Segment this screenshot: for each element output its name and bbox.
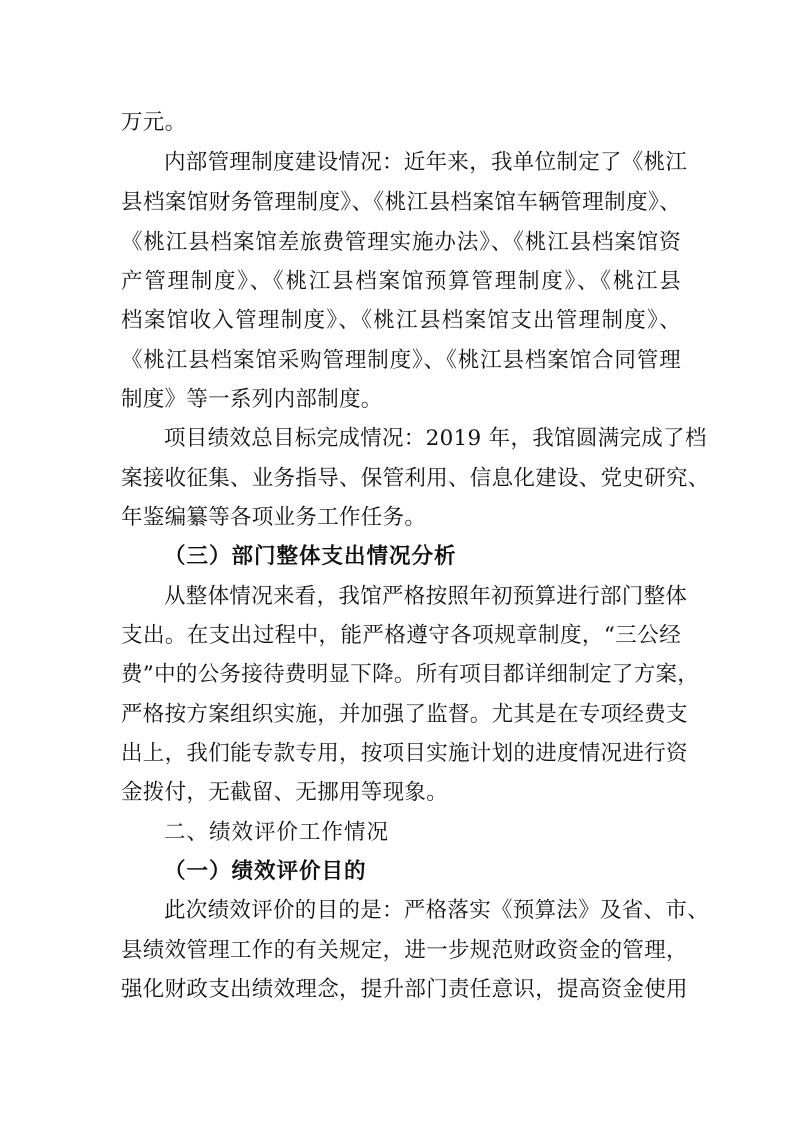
paragraph-line: 案接收征集、业务指导、保管利用、信息化建设、党史研究、 [121, 466, 710, 491]
paragraph-line: 万元。 [121, 110, 187, 135]
chapter-heading: 二、绩效评价工作情况 [164, 820, 390, 845]
paragraph-line: 制度》等一系列内部制度。 [121, 387, 383, 412]
paragraph-line: 强化财政支出绩效理念，提升部门责任意识，提高资金使用 [121, 977, 688, 1002]
paragraph-line: 内部管理制度建设情况：近年来，我单位制定了《桃江 [164, 150, 688, 175]
paragraph-line: 严格按方案组织实施，并加强了监督。尤其是在专项经费支 [121, 702, 688, 727]
paragraph-line: 支出。在支出过程中，能严格遵守各项规章制度，“三公经 [121, 623, 681, 648]
section-heading: （三）部门整体支出情况分析 [164, 544, 457, 569]
paragraph-line: 费”中的公务接待费明显下降。所有项目都详细制定了方案， [121, 662, 700, 687]
section-heading: （一）绩效评价目的 [164, 859, 367, 884]
paragraph-line: 《桃江县档案馆差旅费管理实施办法》、《桃江县档案馆资 [121, 230, 681, 255]
paragraph-line: 档案馆收入管理制度》、《桃江县档案馆支出管理制度》、 [121, 308, 681, 333]
paragraph-line: 金拨付，无截留、无挪用等现象。 [121, 780, 449, 805]
paragraph-line: 县绩效管理工作的有关规定，进一步规范财政资金的管理， [121, 938, 688, 963]
paragraph-line: 项目绩效总目标完成情况：2019 年，我馆圆满完成了档 [164, 426, 707, 451]
paragraph-line: 从整体情况来看，我馆严格按照年初预算进行部门整体 [164, 584, 688, 609]
paragraph-line: 此次绩效评价的目的是：严格落实《预算法》及省、市、 [164, 898, 710, 923]
paragraph-line: 出上，我们能专款专用，按项目实施计划的进度情况进行资 [121, 741, 688, 766]
paragraph-line: 《桃江县档案馆采购管理制度》、《桃江县档案馆合同管理 [121, 348, 681, 373]
paragraph-line: 产管理制度》、《桃江县档案馆预算管理制度》、《桃江县 [121, 269, 681, 294]
paragraph-line: 县档案馆财务管理制度》、《桃江县档案馆车辆管理制度》、 [121, 190, 681, 215]
paragraph-line: 年鉴编纂等各项业务工作任务。 [121, 505, 427, 530]
